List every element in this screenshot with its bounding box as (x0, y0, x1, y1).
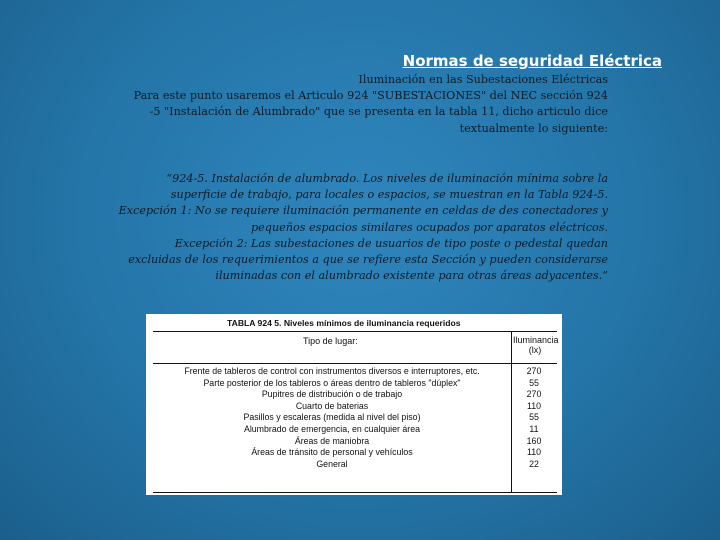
table-row (153, 424, 557, 436)
illuminance-table (146, 314, 562, 495)
row-lugar: Áreas de maniobra (294, 435, 370, 446)
row-lx: 55 (529, 412, 539, 423)
row-lugar: Alumbrado de emergencia, en cualquier área (243, 423, 421, 434)
table-row (153, 389, 557, 401)
table-row (153, 447, 557, 459)
row-lx: 270 (526, 366, 542, 376)
quote-line: Excepción 2: Las subestaciones de usuarios de tipo poste o pedestal quedan (174, 236, 608, 250)
row-lx: 110 (526, 400, 542, 411)
quote-line: pequeños espacios similares ocupados por aparatos eléctricos. (251, 220, 608, 234)
header-iluminancia (513, 335, 557, 355)
row-lugar: Áreas de tránsito de personal y vehículos (251, 447, 413, 458)
row-lx: 270 (526, 389, 542, 400)
row-lx: 110 (526, 447, 542, 458)
table-body (153, 366, 557, 470)
header-iluminancia-unit: (lx) (528, 345, 542, 355)
quote-line: superficie de trabajo, para locales o espacios, se muestran en la Tabla 924-5. (170, 188, 608, 202)
table-caption: TABLA 924 5. Niveles mínimos de iluminancia requeridos (227, 318, 461, 328)
header-divider (153, 363, 557, 364)
intro-heading: Iluminación en las Subestaciones Eléctricas (358, 73, 608, 86)
row-lugar: Pupitres de distribución o de trabajo (261, 389, 403, 400)
row-lugar: General (316, 458, 348, 469)
table-row (153, 436, 557, 448)
intro-line: Para este punto usaremos el Articulo 924 "SUBESTACIONES" del NEC sección 924 (133, 89, 608, 103)
row-lx: 22 (529, 458, 539, 469)
table-row (153, 459, 557, 471)
table-grid (153, 331, 557, 493)
table-row (153, 401, 557, 413)
row-lx: 55 (529, 377, 539, 388)
row-lugar: Cuarto de baterias (295, 400, 369, 411)
quote-line: Excepción 1: No se requiere iluminación permanente en celdas de des conectadores y (118, 204, 608, 218)
quote-line: “924-5. Instalación de alumbrado. Los niveles de iluminación mínima sobre la (166, 172, 608, 185)
quote-line: iluminadas con el alumbrado existente para otras áreas adyacentes.” (215, 269, 608, 283)
row-lugar: Parte posterior de los tableros o áreas dentro de tableros "dúplex" (203, 377, 461, 388)
table-row (153, 366, 557, 378)
quote-paragraph (88, 171, 608, 284)
row-lx: 160 (526, 435, 542, 446)
row-lx: 11 (529, 423, 539, 434)
intro-line: textualmente lo siguiente: (459, 121, 608, 135)
intro-paragraph (88, 72, 608, 137)
table-row (153, 378, 557, 390)
slide-title: Normas de seguridad Eléctrica (402, 52, 662, 70)
intro-line: -5 "Instalación de Alumbrado" que se presenta en la tabla 11, dicho articulo dice (149, 105, 608, 119)
row-lugar: Pasillos y escaleras (medida al nivel del piso) (243, 412, 421, 423)
header-iluminancia-label: Iluminancia (513, 335, 559, 345)
quote-line: excluidas de los requerimientos a que se refiere esta Sección y pueden considerarse (128, 253, 608, 267)
header-tipo-lugar: Tipo de lugar: (303, 336, 358, 346)
row-lugar: Frente de tableros de control con instrumentos diversos e interruptores, etc. (184, 366, 480, 376)
table-row (153, 412, 557, 424)
